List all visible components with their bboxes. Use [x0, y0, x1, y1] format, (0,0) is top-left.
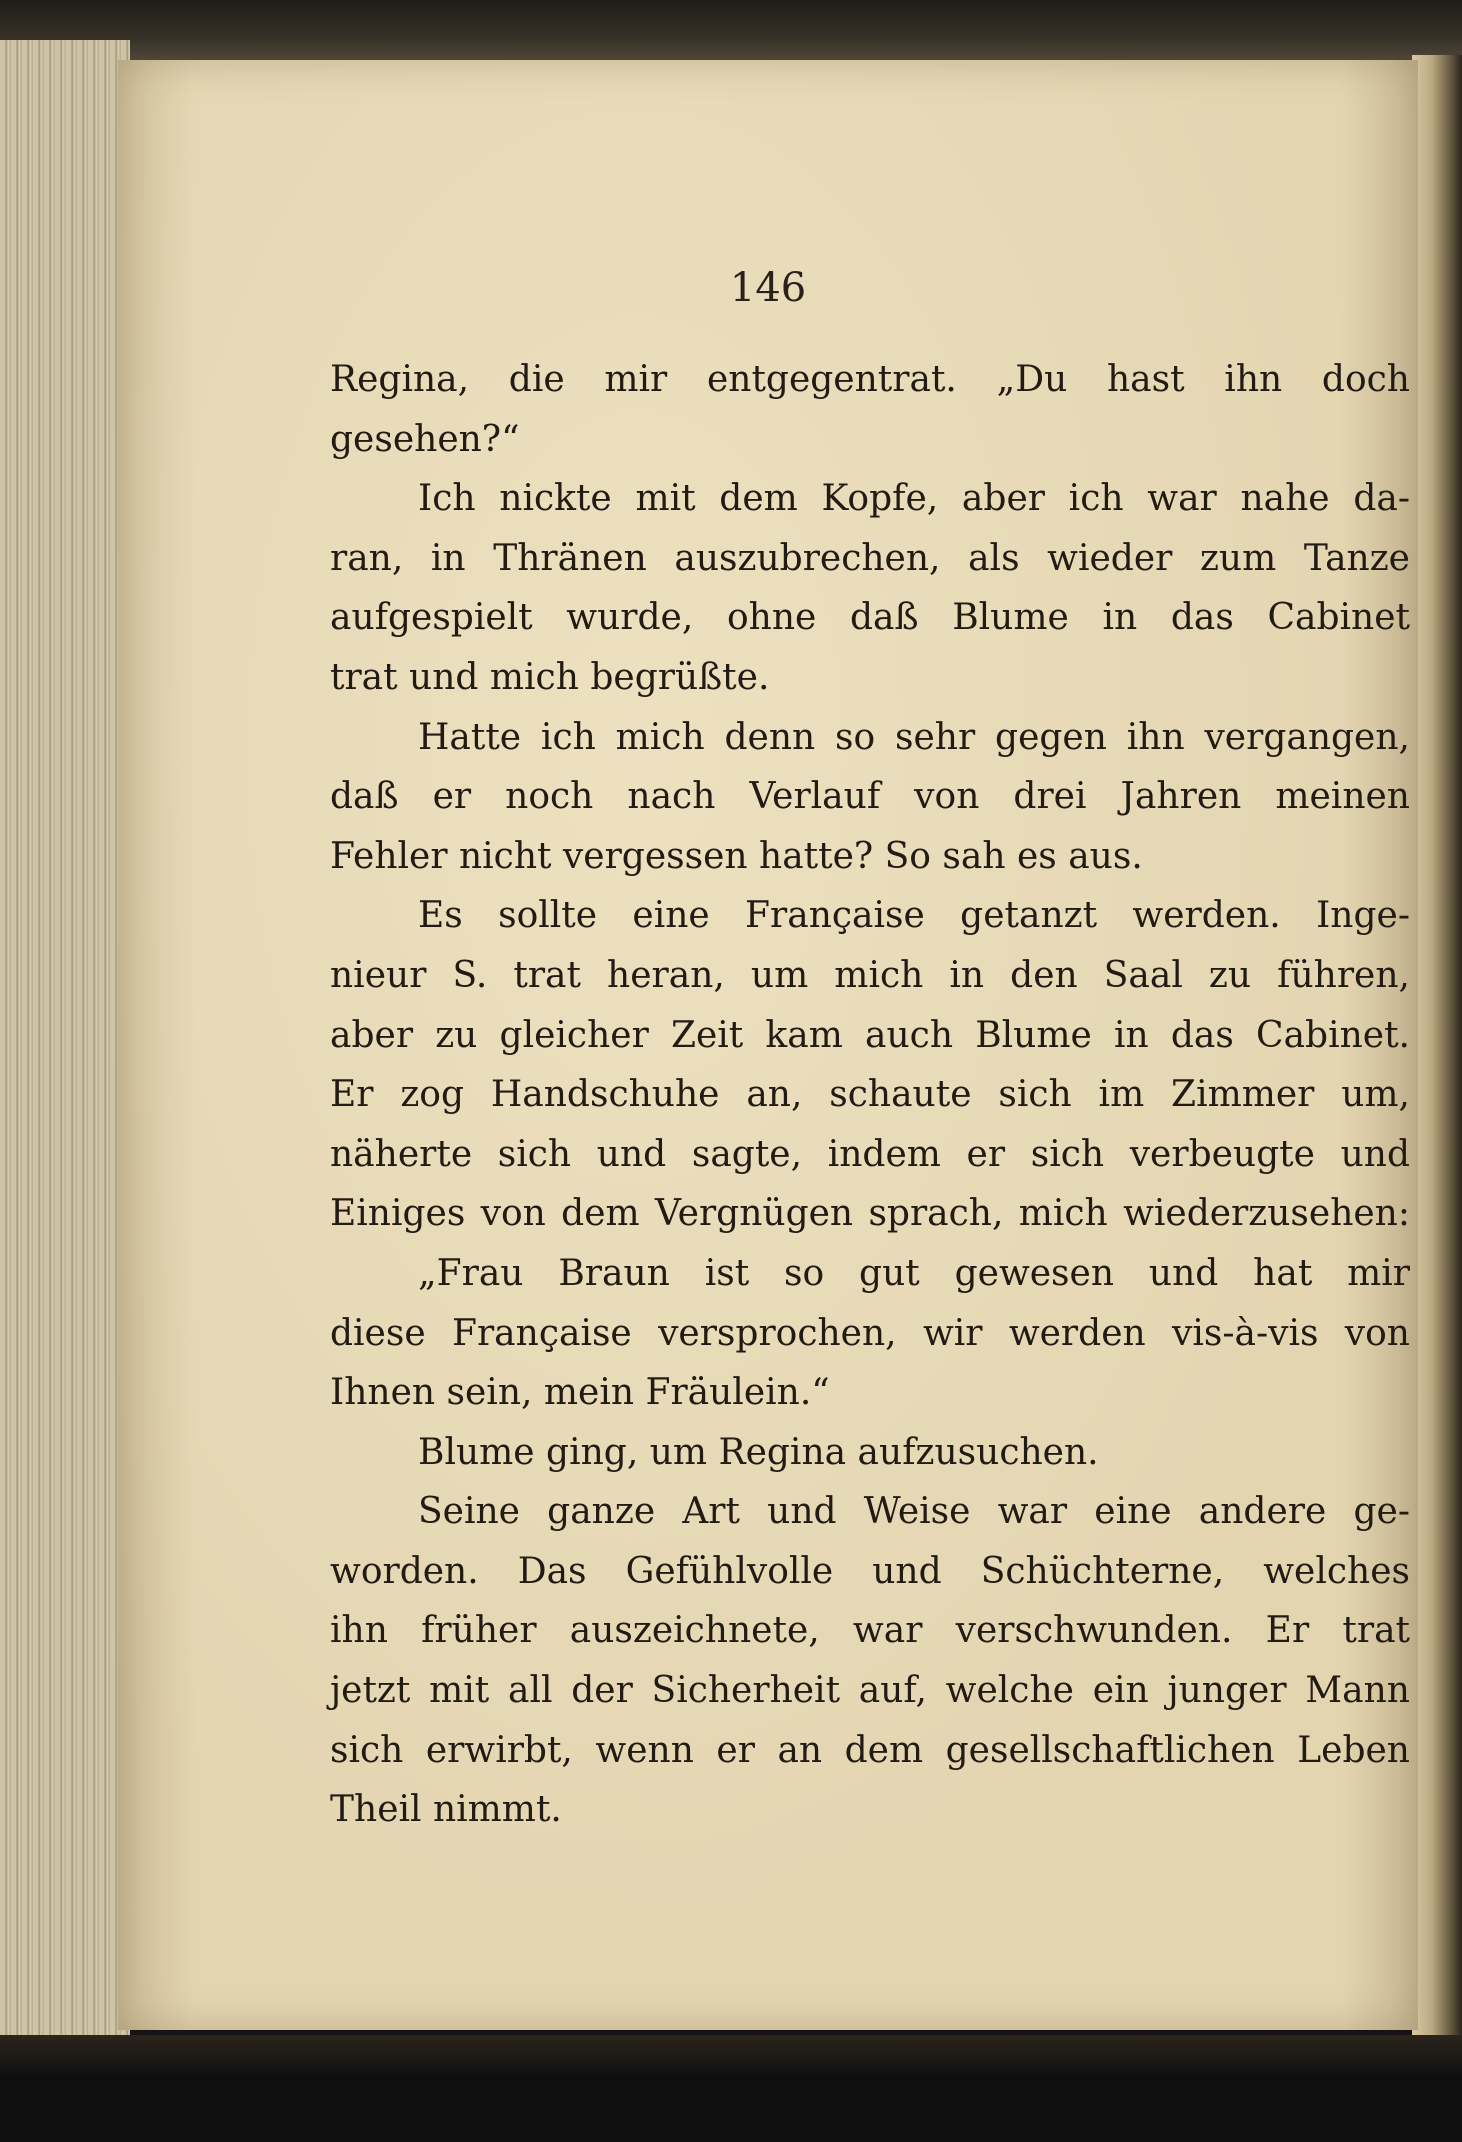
text-line: Theil nimmt. [330, 1789, 562, 1831]
text-line: Ihnen sein, mein Fräulein.“ [330, 1372, 830, 1414]
text-line: trat und mich begrüßte. [330, 656, 770, 698]
text-line: ihn früher auszeichnete, war verschwunden. Er trat [330, 1610, 1410, 1652]
text-line: nieur S. trat heran, um mich in den Saal zu führen, [330, 954, 1410, 996]
text-line: diese Française versprochen, wir werden vis-à-vis von [330, 1312, 1410, 1354]
text-line: näherte sich und sagte, indem er sich verbeugte und [330, 1133, 1410, 1175]
book-page-edges-right [1412, 55, 1462, 2040]
text-line: Hatte ich mich denn so sehr gegen ihn vergangen, [418, 716, 1410, 758]
text-line: jetzt mit all der Sicherheit auf, welche ein junger Mann [330, 1670, 1410, 1712]
text-line: ran, in Thränen auszubrechen, als wieder zum Tanze [330, 537, 1410, 579]
text-line: Einiges von dem Vergnügen sprach, mich wiederzusehen: [330, 1193, 1410, 1235]
book-page-edges-left [0, 40, 130, 2040]
text-line: aber zu gleicher Zeit kam auch Blume in das Cabinet. [330, 1014, 1410, 1056]
text-line: Er zog Handschuhe an, schaute sich im Zimmer um, [330, 1074, 1410, 1116]
text-line: worden. Das Gefühlvolle und Schüchterne, welches [330, 1550, 1410, 1592]
text-line: gesehen?“ [330, 418, 520, 460]
text-line: „Frau Braun ist so gut gewesen und hat mir [418, 1252, 1410, 1294]
text-line: Ich nickte mit dem Kopfe, aber ich war nahe da- [418, 478, 1410, 520]
text-line: daß er noch nach Verlauf von drei Jahren meinen [330, 776, 1410, 818]
page-number: 146 [729, 265, 807, 311]
text-line: aufgespielt wurde, ohne daß Blume in das Cabinet [330, 597, 1410, 639]
page-sheet [118, 60, 1418, 2030]
text-line: Seine ganze Art und Weise war eine andere ge- [418, 1491, 1410, 1533]
text-line: Blume ging, um Regina aufzusuchen. [418, 1431, 1099, 1473]
page-text [330, 350, 1410, 1840]
text-line: Fehler nicht vergessen hatte? So sah es aus. [330, 835, 1143, 877]
scanner-bottom-band [0, 2035, 1462, 2142]
text-line: sich erwirbt, wenn er an dem gesellschaftlichen Leben [330, 1729, 1410, 1771]
text-line: Es sollte eine Française getanzt werden. Inge- [418, 895, 1410, 937]
text-line: Regina, die mir entgegentrat. „Du hast ihn doch [330, 359, 1410, 400]
